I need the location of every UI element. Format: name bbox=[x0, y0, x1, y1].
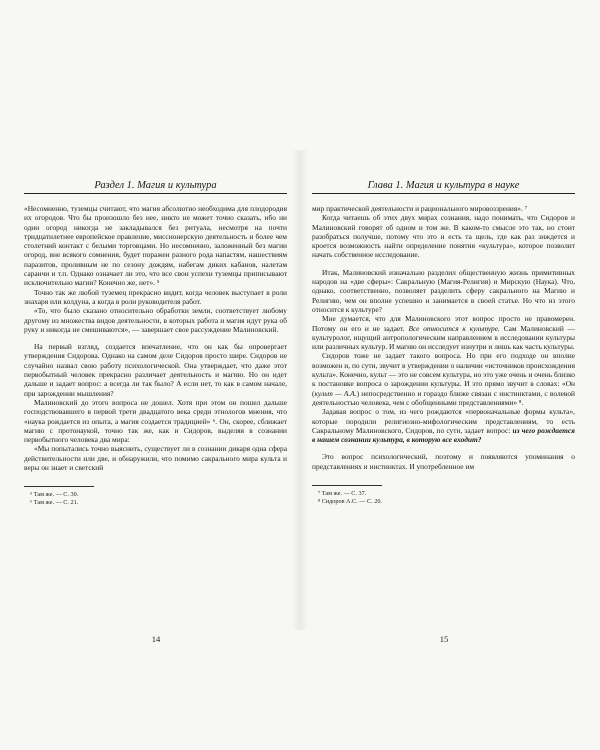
left-page-number: 14 bbox=[151, 634, 161, 644]
right-paragraph-6 bbox=[312, 407, 575, 444]
footnote-rule bbox=[312, 485, 382, 486]
right-paragraph-4-part-2: Сам Малиновский — культуролог, ищущий антропологическим направлением в исследовании культуры или различных культур. И магию он исследует изнутри и лишь как часть культуры. bbox=[312, 323, 575, 352]
left-paragraph-4: На первый взгляд, создается впечатление, что он как бы опровергает утверждения Сидорова. Однако на самом деле Сидоров просто шире. Сидоров не случайно назвал свою работу психологической. Она утверждает, что даже этот первобытный человек прекрасно различает деятельность и магию. Но он идет дальше и задает вопрос: а всегда ли так было? А если нет, то как в самом начале, при зарождении мышления? bbox=[24, 342, 287, 398]
left-paragraph-1: «Несомненно, туземцы считают, что магия абсолютно необходима для плодородия их огородов. Что бы произошло без нее, никто не может точно сказать, ибо ни один огород никогда не закладывался без ритуала, несмотря на почти тридцатилетнее европейское правление, миссионерскую деятельность и более чем столетний контакт с белыми торговцами. Но несомненно, заложенный без магии огород, вне всякого сомнения, будет поражен разного рода напастям, нашествиям паразитов, проливным не по сезону дождям, набегам диких кабанов, налетам саранчи и т.п. Однако означает ли это, что все свои успехи туземцы приписывают исключительно магии? Конечно же, нет». ⁵ bbox=[24, 204, 287, 288]
left-page bbox=[24, 180, 287, 507]
right-paragraph-1: мир практической деятельности и рационального мировоззрения». ⁷ bbox=[312, 204, 528, 213]
footnote-8: ⁸ Сидоров А.С. — С. 20. bbox=[318, 498, 382, 506]
right-page bbox=[312, 180, 575, 506]
left-paragraph-2: Точно так же любой туземец прекрасно видит, когда человек выступает в роли знахаря или колдуна, а когда в роли руководителя работ. bbox=[24, 287, 287, 306]
right-page-body bbox=[312, 204, 575, 471]
footnote-6: ⁶ Там же. — С. 21. bbox=[30, 499, 79, 507]
right-paragraph-7: Это вопрос психологический, поэтому и появляются упоминания о представлениях и инстинктах. И употребленное им bbox=[312, 452, 575, 471]
footnote-5: ⁵ Там же. — С. 30. bbox=[30, 491, 79, 499]
right-footnotes bbox=[312, 485, 575, 506]
right-paragraph-6-emphasis: из чего рождается в нашем сознании культура, в которую все входит? bbox=[312, 425, 575, 445]
right-paragraph-2: Когда читаешь об этих двух мирах сознания, надо понимать, что Сидоров и Малиновский говорят об одном и том же. В каком-то смысле это так, но стоит разобраться получше, потому что это и есть та щель, где как раз зиждется и кроется возможность найти определение понятия «культура», которое позволит начать собственное исследование. bbox=[312, 213, 575, 260]
left-paragraph-5: Малиновский до этого вопроса не дошел. Хотя при этом он пошел дальше господствовавшего в первой трети двадцатого века среди этнологов мнения, что «наука рождается из опыта, а магия создается традицией» ⁶. Он, скорее, сближает магию с протонаукой, точно так же, как и Сидоров, выделяя в сознании первобытного человека два мира: bbox=[24, 397, 287, 445]
right-paragraph-3: Итак, Малиновский изначально разделил общественную жизнь примитивных народов на «две сферы»: Сакральную (Магия-Религия) и Мирскую (Наука). Что, однако, соответственно, позволяет разделить сферу сакрального на Магию и Религию, чем он вполне успешно и занимается в своей статье. Но что из этого относится к культуре? bbox=[312, 267, 575, 314]
right-paragraph-4 bbox=[312, 314, 575, 351]
left-page-body bbox=[24, 204, 287, 472]
right-paragraph-5-part-1: Сидоров тоже не задает такого вопроса. Но при его подходе он вполне возможен и, по сути, звучит в утверждении о наличии «источников происхождения культа». Конечно, культ — это не совсем культура, но это уже очень и очень близко к постановке вопроса о зарождении культуры. И это прямо звучит в словах: «Он ( bbox=[312, 351, 575, 398]
right-paragraph-5-italic: культ — А.А. bbox=[314, 388, 357, 398]
footnote-rule bbox=[24, 486, 94, 487]
left-paragraph-3: «То, что было сказано относительно обработки земли, соответствует любому другому из множества видов деятельности, в которых работа и магия идут рука об руку и никогда не смешиваются», — завершает свое рассуждение Малиновский. bbox=[24, 306, 287, 334]
right-page-number: 15 bbox=[439, 634, 449, 644]
right-paragraph-6-part-1: Задавая вопрос о том, из чего рождаются «первоначальные формы культа», которые породили религиозно-мифологическим представлениям, то есть Сакральному Малиновского, Сидоров, по сути, задает вопрос: bbox=[312, 407, 575, 435]
footnote-7: ⁷ Там же. — С. 37. bbox=[318, 490, 367, 498]
right-paragraph-4-italic: Все относится к культуре. bbox=[408, 323, 500, 333]
book-gutter bbox=[292, 150, 308, 630]
left-running-header: Раздел 1. Магия и культура bbox=[24, 180, 287, 194]
right-paragraph-5-part-2: ) непосредственно и гораздо ближе связан с инстинктами, с волевой деятельностью человека, чем с обобщенными представлениями» ⁸. bbox=[312, 388, 576, 407]
left-footnotes bbox=[24, 486, 287, 507]
right-paragraph-4-part-1: Мне думается, что для Малиновского этот вопрос просто не правомерен. Потому он его и не задает. bbox=[312, 314, 575, 333]
right-running-header: Глава 1. Магия и культура в науке bbox=[312, 180, 575, 194]
left-paragraph-6: «Мы попытались точно выяснить, существует ли в сознании дикаря одна сфера действительности или две, и обнаружили, что помимо сакрального мира культа и веры он знает и светский bbox=[24, 444, 287, 473]
right-paragraph-5 bbox=[312, 351, 575, 407]
